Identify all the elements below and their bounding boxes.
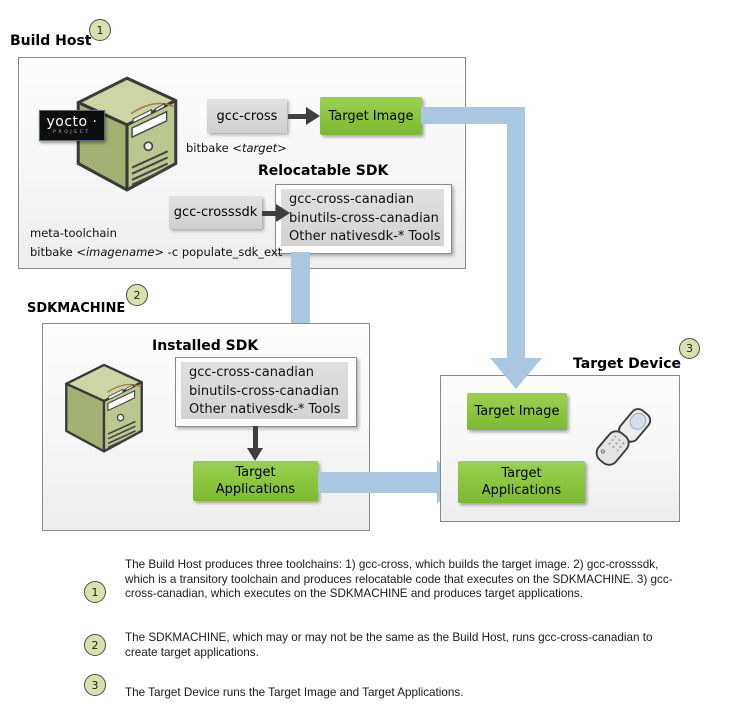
arrow-right-head-icon [276, 204, 290, 222]
step-badge-2-number: 2 [133, 288, 141, 302]
step-badge-3-number: 3 [686, 342, 693, 355]
target-applications-label: Target Applications [481, 466, 562, 498]
tool-binutils-cross-canadian: binutils-cross-canadian [189, 383, 339, 399]
target-image-label: Target Image [474, 404, 560, 419]
bitbake-imagename-command [30, 245, 282, 259]
installed-sdk-title: Installed SDK [152, 338, 259, 354]
note-badge-3-number: 3 [91, 678, 99, 692]
blue-elbow-arrow-vertical-icon [507, 107, 525, 358]
note-badge-1 [84, 581, 106, 603]
build-host-label: Build Host [10, 33, 92, 49]
tool-gcc-cross-canadian: gcc-cross-canadian [189, 365, 315, 380]
bitbake-image-pre: bitbake [30, 245, 77, 259]
target-image-label: Target Image [328, 108, 414, 124]
relocatable-sdk-tools-list [281, 189, 444, 246]
bitbake-image-post: -c populate_sdk_ext [164, 245, 283, 259]
arrow-right-icon [288, 114, 307, 119]
note-badge-1-number: 1 [91, 585, 99, 599]
tool-binutils-cross-canadian: binutils-cross-canadian [289, 210, 439, 226]
target-applications-box-device [458, 461, 585, 503]
tool-gcc-cross-canadian: gcc-cross-canadian [289, 192, 415, 207]
gcc-cross-label: gcc-cross [216, 108, 278, 124]
note-text-2: The SDKMACHINE, which may or may not be the same as the Build Host, runs gcc-cross-canadian to create target applications. [125, 631, 653, 659]
installed-sdk-tools-list [181, 362, 348, 419]
gcc-crosssdk-box [169, 196, 262, 229]
note-text-3: The Target Device runs the Target Image and Target Applications. [125, 686, 464, 699]
bitbake-target-em: <target> [232, 141, 287, 155]
meta-toolchain-label: meta-toolchain [30, 226, 117, 240]
tool-other-nativesdk: Other nativesdk-* Tools [289, 229, 441, 244]
yocto-project-logo [39, 110, 105, 141]
step-badge-3 [679, 338, 700, 359]
step-badge-1 [89, 19, 111, 41]
tool-other-nativesdk: Other nativesdk-* Tools [189, 402, 341, 417]
target-device-label: Target Device [573, 356, 682, 372]
yocto-logo-subtext: PROJECT [53, 130, 91, 135]
note-badge-2 [84, 634, 106, 656]
blue-arrow-down-icon [291, 252, 310, 331]
target-applications-box-sdkmachine [193, 461, 318, 501]
arrow-right-head-icon [306, 107, 320, 125]
step-badge-1-number: 1 [96, 23, 104, 37]
note-badge-3 [84, 674, 106, 696]
yocto-logo-text: yocto · [46, 114, 98, 130]
step-badge-2 [126, 284, 148, 306]
target-image-box-device [467, 393, 567, 430]
arrow-down-head-icon [247, 448, 263, 461]
bitbake-target-pre: bitbake [186, 141, 233, 155]
gcc-cross-box [207, 99, 287, 133]
relocatable-sdk-title: Relocatable SDK [258, 163, 389, 179]
note-badge-2-number: 2 [91, 638, 99, 652]
sdkmachine-label: SDKMACHINE [27, 301, 126, 316]
blue-arrow-right-icon [318, 472, 438, 493]
target-applications-label: Target Applications [215, 465, 296, 497]
arrow-right-icon [262, 211, 277, 216]
bitbake-image-em: <imagename> [76, 245, 165, 259]
arrow-down-icon [253, 426, 258, 449]
blue-elbow-arrow-head-icon [490, 358, 542, 389]
gcc-crosssdk-label: gcc-crosssdk [173, 205, 258, 220]
bitbake-target-command [186, 141, 287, 155]
note-text-1: The Build Host produces three toolchains: 1) gcc-cross, which builds the target image. 2) gcc-crosssdk, which is a transitory toolchain and produces relocatable code that executes on the SDKMACHINE. 3) gcc-cross-canadian, which executes on the SDKMACHINE and produces target applications. [125, 558, 673, 601]
server-icon [60, 347, 148, 463]
target-image-box-buildhost [320, 97, 422, 135]
